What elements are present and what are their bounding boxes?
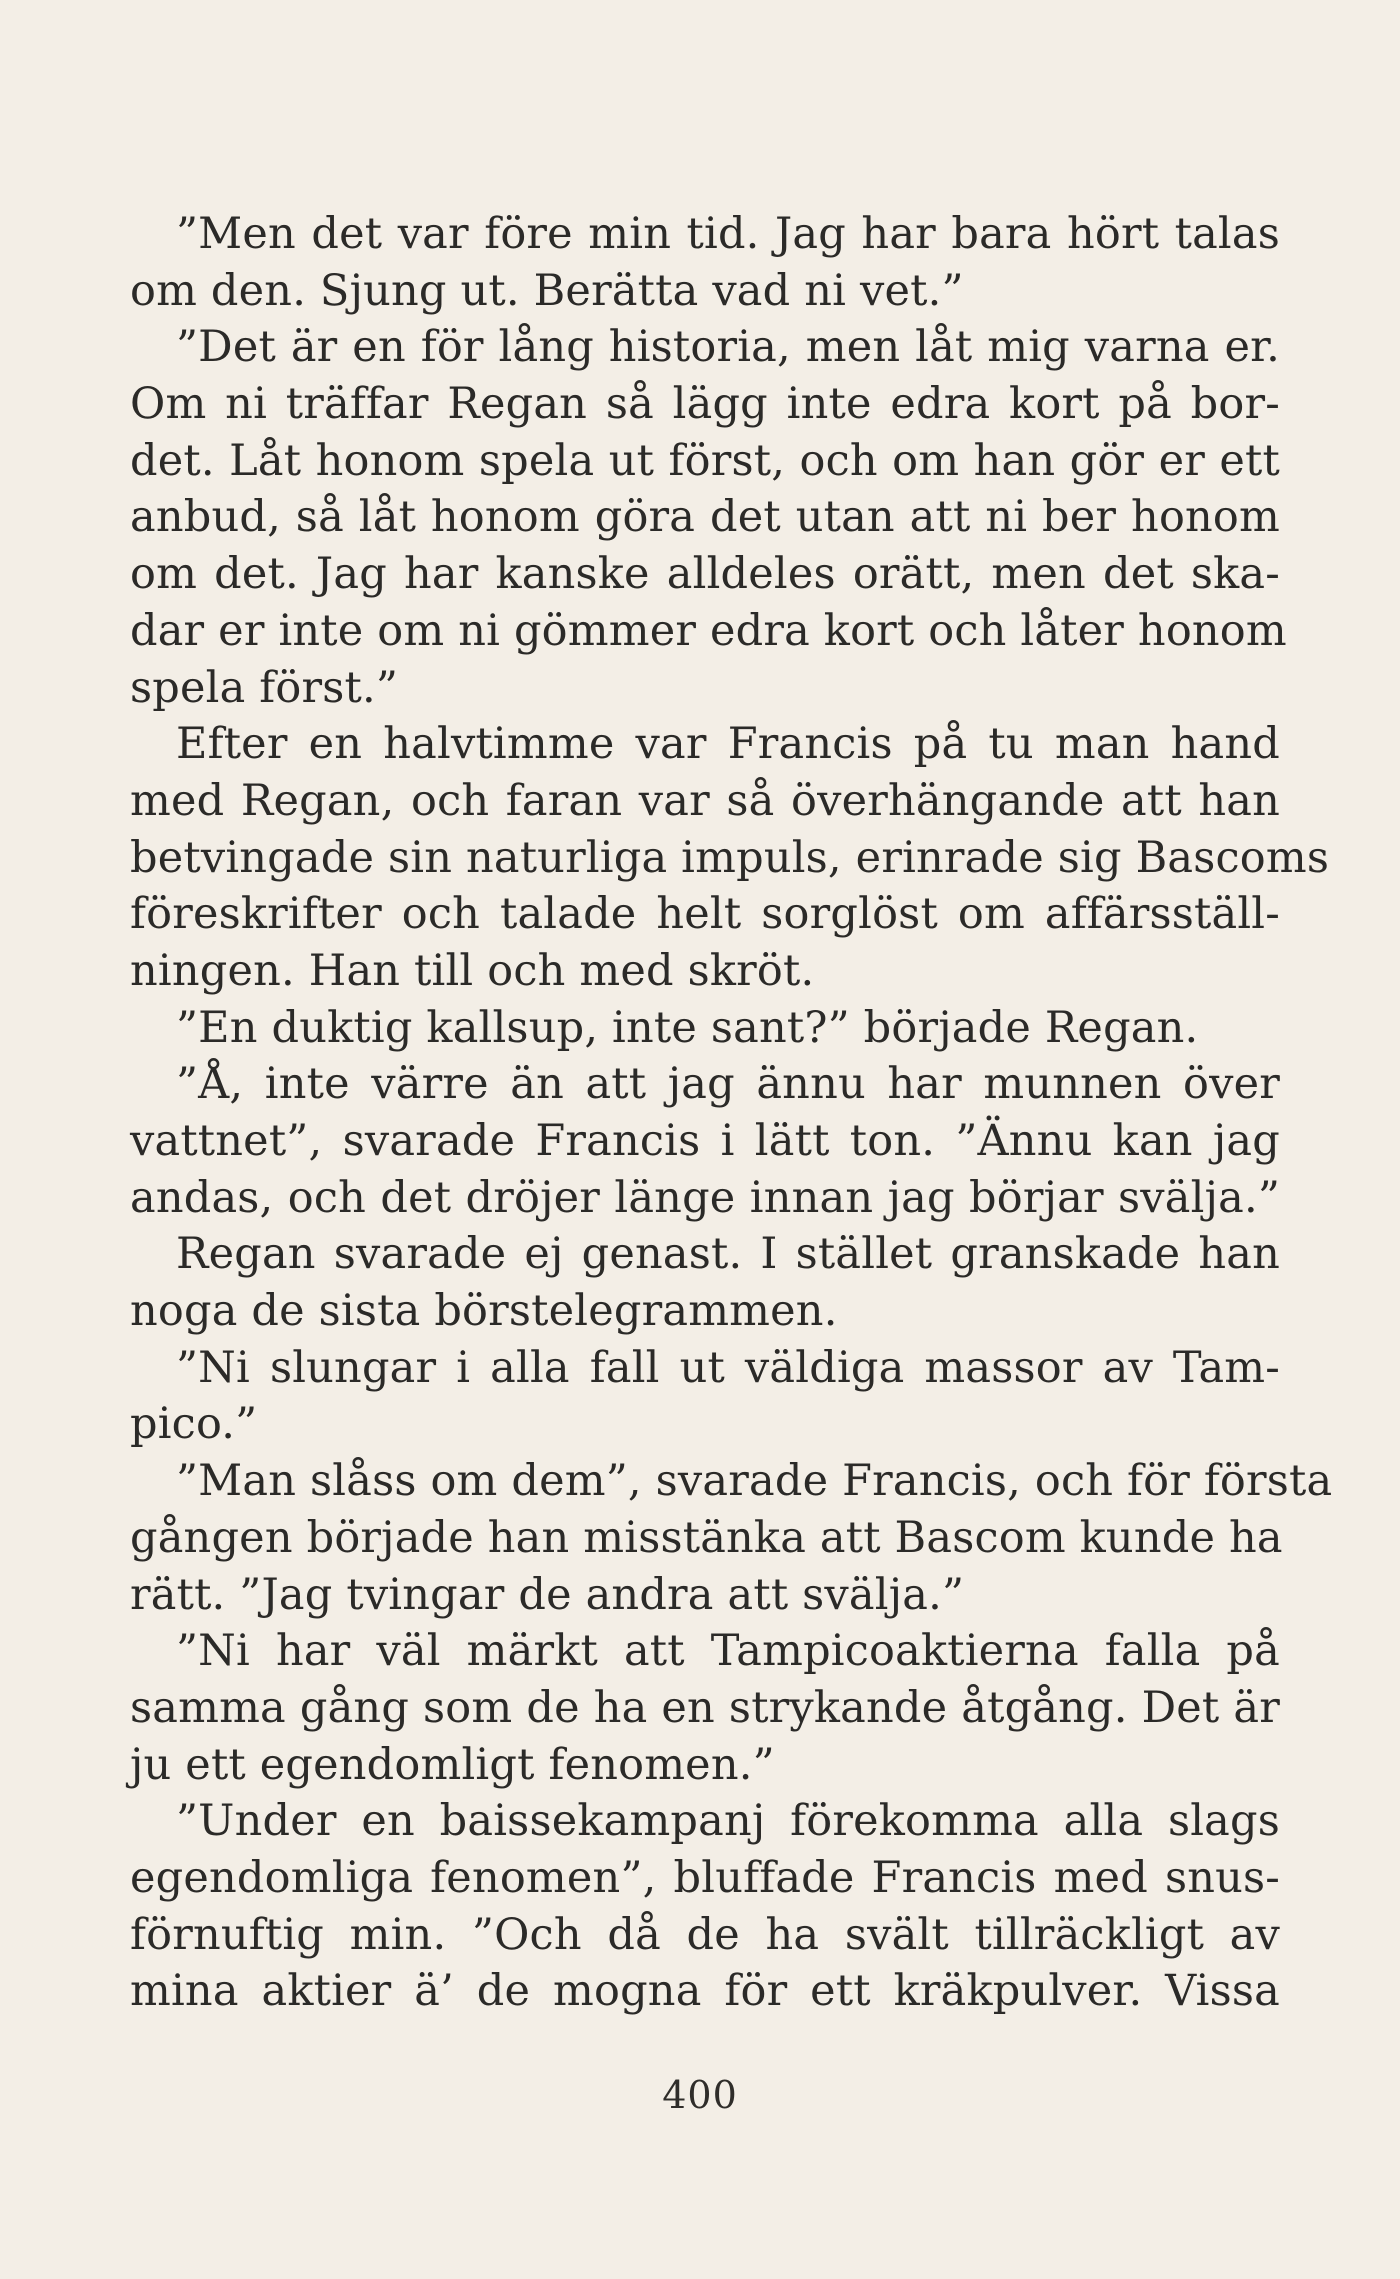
- text-line: betvingade sin naturliga impuls, erinrade sig Bascoms: [130, 832, 1330, 883]
- text-line: förnuftig min. ”Och då de ha svält tillräckligt av: [130, 1909, 1280, 1960]
- text-line: dar er inte om ni gömmer edra kort och låter honom: [130, 605, 1287, 656]
- text-line: ”Man slåss om dem”, svarade Francis, och för första: [176, 1456, 1333, 1507]
- text-line: andas, och det dröjer länge innan jag börjar svälja.”: [130, 1172, 1280, 1223]
- text-line: pico.”: [130, 1399, 258, 1450]
- text-line: föreskrifter och talade helt sorglöst om affärsställ-: [130, 889, 1280, 940]
- text-line: ”Ni slungar i alla fall ut väldiga massor av Tam-: [176, 1342, 1280, 1393]
- text-line: anbud, så låt honom göra det utan att ni ber honom: [130, 492, 1280, 543]
- text-line: ”En duktig kallsup, inte sant?” började Regan.: [176, 1002, 1199, 1053]
- text-line: mina aktier ä’ de mogna för ett kräkpulver. Vissa: [130, 1966, 1280, 2017]
- page-number: 400: [662, 2073, 738, 2117]
- text-line: noga de sista börstelegrammen.: [130, 1286, 838, 1337]
- text-line: vattnet”, svarade Francis i lätt ton. ”Ännu kan jag: [130, 1116, 1280, 1166]
- text-line: Efter en halvtimme var Francis på tu man hand: [176, 719, 1280, 770]
- text-line: ju ett egendomligt fenomen.”: [130, 1739, 775, 1790]
- text-line: ningen. Han till och med skröt.: [130, 945, 815, 996]
- text-line: gången började han misstänka att Bascom kunde ha: [130, 1512, 1283, 1563]
- text-line: det. Låt honom spela ut först, och om han gör er ett: [130, 435, 1280, 486]
- text-line: rätt. ”Jag tvingar de andra att svälja.”: [130, 1569, 965, 1620]
- text-line: ”Under en baissekampanj förekomma alla slags: [176, 1796, 1280, 1847]
- text-line: ”Men det var före min tid. Jag har bara hört talas: [176, 209, 1280, 259]
- text-line: om den. Sjung ut. Berätta vad ni vet.”: [130, 265, 964, 316]
- text-line: ”Ni har väl märkt att Tampicoaktierna falla på: [176, 1626, 1280, 1677]
- text-line: ”Det är en för lång historia, men låt mig varna er.: [176, 322, 1280, 373]
- text-line: ”Å, inte värre än att jag ännu har munnen över: [176, 1059, 1280, 1110]
- text-line: Regan svarade ej genast. I stället granskade han: [176, 1229, 1280, 1280]
- body-text: [130, 206, 1333, 2020]
- text-line: samma gång som de ha en strykande åtgång. Det är: [130, 1682, 1280, 1733]
- text-line: egendomliga fenomen”, bluffade Francis med snus-: [130, 1852, 1280, 1903]
- text-line: om det. Jag har kanske alldeles orätt, men det ska-: [130, 549, 1280, 600]
- text-line: Om ni träffar Regan så lägg inte edra kort på bor-: [130, 379, 1280, 430]
- text-line: med Regan, och faran var så överhängande att han: [130, 775, 1280, 826]
- text-line: spela först.”: [130, 662, 399, 713]
